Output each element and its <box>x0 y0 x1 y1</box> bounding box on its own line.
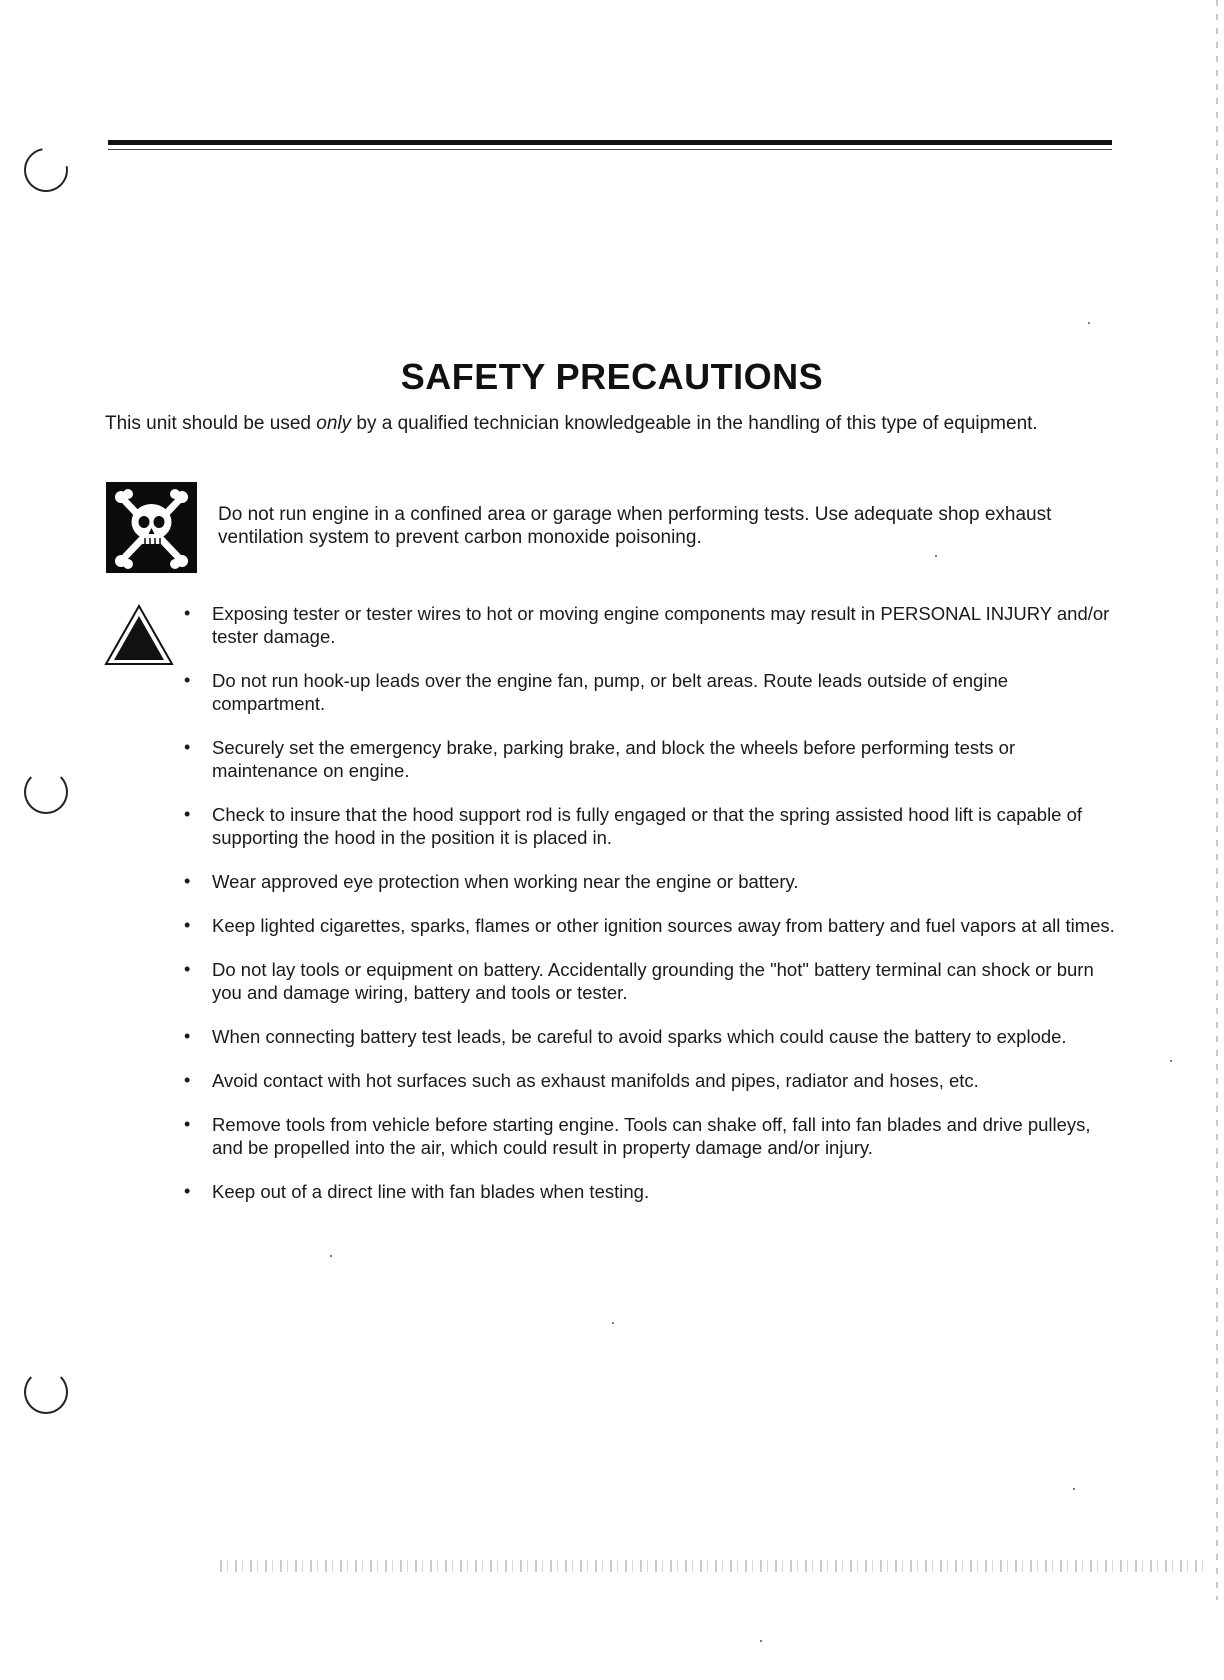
punch-hole <box>15 139 76 200</box>
scan-speck <box>760 1640 762 1642</box>
punch-hole <box>24 770 68 814</box>
scan-speck <box>1170 1060 1172 1062</box>
list-item <box>180 803 1120 849</box>
intro-text-end: by a qualified technician knowledgeable in the handling of this type of equipment. <box>351 413 1038 434</box>
bullet: • <box>184 871 191 891</box>
bullet: • <box>184 959 191 979</box>
intro-text-start: This unit should be used <box>105 413 317 434</box>
scan-speck <box>1088 322 1090 324</box>
intro-emphasis: only <box>316 413 352 434</box>
precaution-text: Exposing tester or tester wires to hot or moving engine components may result in PERSONAL INJURY and/or tester damage. <box>212 603 1110 647</box>
page-edge <box>1216 0 1218 1600</box>
precaution-text: Keep out of a direct line with fan blades when testing. <box>212 1181 650 1202</box>
precaution-text: When connecting battery test leads, be careful to avoid sparks which could cause the battery to explode. <box>212 1026 1067 1047</box>
bullet: • <box>184 737 191 757</box>
list-item <box>180 736 1120 782</box>
scan-noise <box>220 1560 1210 1572</box>
skull-crossbones-icon <box>106 482 197 573</box>
list-item <box>180 914 1120 937</box>
scan-speck <box>330 1255 332 1257</box>
bullet: • <box>184 1070 191 1090</box>
header-rule <box>108 140 1112 145</box>
intro-paragraph <box>105 412 1115 435</box>
header-rule-thin <box>108 149 1112 150</box>
carbon-monoxide-warning: Do not run engine in a confined area or garage when performing tests. Use adequate shop exhaust ventilation system to prevent carbon monoxide poisoning. <box>218 504 1052 548</box>
scan-speck <box>612 1322 614 1324</box>
list-item <box>180 870 1120 893</box>
page-title: SAFETY PRECAUTIONS <box>400 356 824 397</box>
precaution-text: Keep lighted cigarettes, sparks, flames or other ignition sources away from battery and fuel vapors at all times. <box>212 915 1115 936</box>
precaution-text: Securely set the emergency brake, parking brake, and block the wheels before performing tests or maintenance on engine. <box>212 737 1016 781</box>
bullet: • <box>184 1026 191 1046</box>
precaution-text: Check to insure that the hood support rod is fully engaged or that the spring assisted hood lift is capable of supporting the hood in the position it is placed in. <box>212 804 1083 848</box>
list-item <box>180 602 1120 648</box>
precautions-list <box>180 602 1120 1203</box>
list-item <box>180 669 1120 715</box>
bullet: • <box>184 1181 191 1201</box>
bullet: • <box>184 603 191 623</box>
list-item <box>180 1025 1120 1048</box>
precaution-text: Remove tools from vehicle before starting engine. Tools can shake off, fall into fan blades and drive pulleys, and be propelled into the air, which could result in property damage and/or injury. <box>212 1114 1091 1158</box>
precaution-text: Do not lay tools or equipment on battery. Accidentally grounding the "hot" battery terminal can shock or burn you and damage wiring, battery and tools or tester. <box>212 959 1094 1003</box>
precaution-text: Avoid contact with hot surfaces such as exhaust manifolds and pipes, radiator and hoses, etc. <box>212 1070 979 1091</box>
bullet: • <box>184 915 191 935</box>
bullet: • <box>184 804 191 824</box>
list-item <box>180 1113 1120 1159</box>
list-item <box>180 958 1120 1004</box>
bullet: • <box>184 670 191 690</box>
scan-speck <box>935 555 937 557</box>
precaution-text: Wear approved eye protection when working near the engine or battery. <box>212 871 799 892</box>
bullet: • <box>184 1114 191 1134</box>
warning-triangle-icon <box>104 604 174 666</box>
list-item <box>180 1069 1120 1092</box>
precaution-text: Do not run hook-up leads over the engine fan, pump, or belt areas. Route leads outside of engine compartment. <box>212 670 1009 714</box>
punch-hole <box>24 1370 68 1414</box>
list-item <box>180 1180 1120 1203</box>
scan-speck <box>1073 1488 1075 1490</box>
